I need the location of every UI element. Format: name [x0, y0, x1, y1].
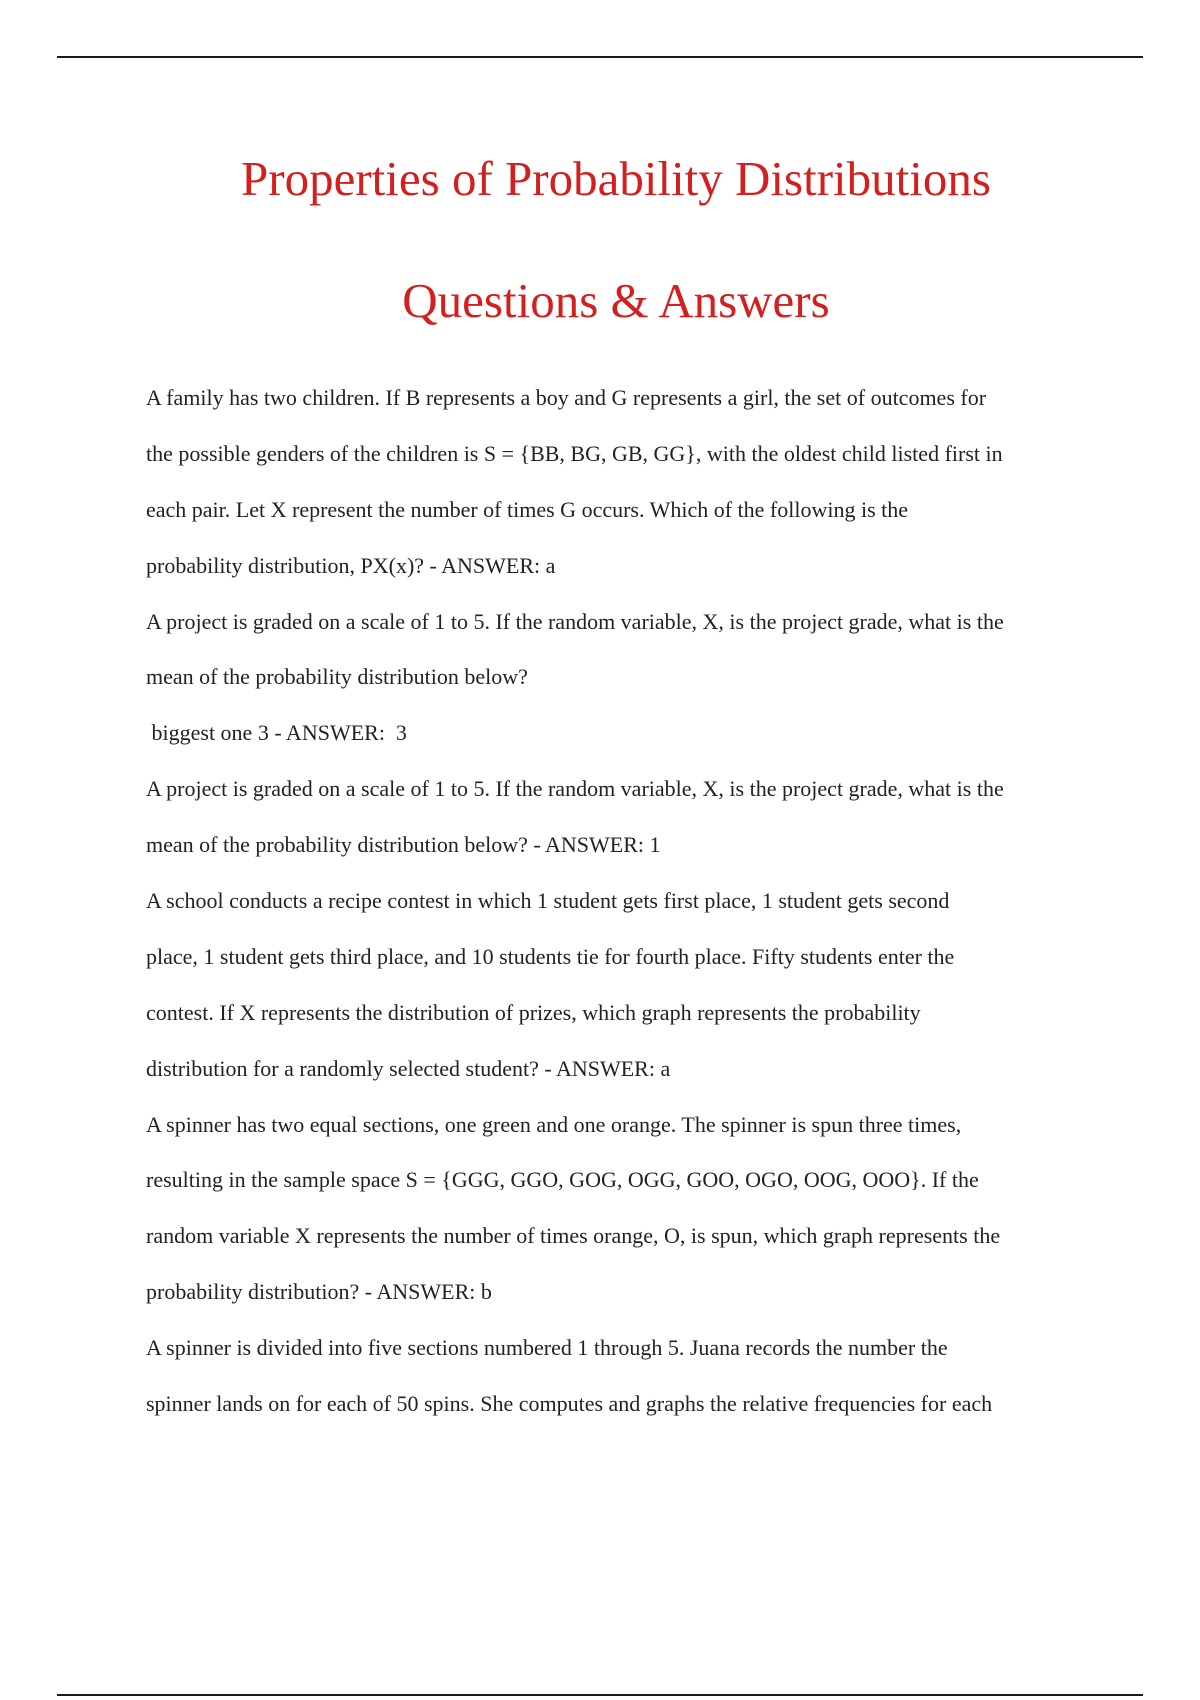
title-line-1: Properties of Probability Distributions [241, 151, 991, 206]
text-line: resulting in the sample space S = {GGG, GGO, GOG, OGG, GOO, OGO, OOG, OOO}. If the [146, 1167, 979, 1193]
document-body [146, 380, 1096, 1442]
text-line: biggest one 3 - ANSWER: 3 [146, 720, 407, 746]
text-line: A project is graded on a scale of 1 to 5. If the random variable, X, is the project grade, what is the [146, 608, 1004, 634]
text-line: random variable X represents the number of times orange, O, is spun, which graph represents the [146, 1223, 1001, 1249]
top-rule [57, 56, 1143, 58]
text-line: probability distribution? - ANSWER: b [146, 1279, 492, 1305]
bottom-rule [57, 1694, 1143, 1696]
text-line: A school conducts a recipe contest in which 1 student gets first place, 1 student gets second [146, 888, 950, 914]
title-line-2: Questions & Answers [402, 273, 830, 328]
text-line: the possible genders of the children is S = {BB, BG, GB, GG}, with the oldest child listed first in [146, 440, 1003, 466]
text-line: each pair. Let X represent the number of times G occurs. Which of the following is the [146, 496, 909, 522]
text-line: A spinner has two equal sections, one green and one orange. The spinner is spun three times, [146, 1111, 962, 1137]
text-line: A family has two children. If B represents a boy and G represents a girl, the set of outcomes for [146, 385, 987, 410]
text-line: mean of the probability distribution below? - ANSWER: 1 [146, 832, 661, 858]
text-line: probability distribution, PX(x)? - ANSWER: a [146, 552, 556, 578]
text-line: spinner lands on for each of 50 spins. She computes and graphs the relative frequencies for each [146, 1391, 993, 1417]
text-line: A project is graded on a scale of 1 to 5. If the random variable, X, is the project grade, what is the [146, 776, 1004, 802]
text-line: distribution for a randomly selected student? - ANSWER: a [146, 1055, 671, 1081]
text-line: A spinner is divided into five sections numbered 1 through 5. Juana records the number the [146, 1335, 948, 1361]
text-line: contest. If X represents the distribution of prizes, which graph represents the probability [146, 999, 921, 1025]
text-line: place, 1 student gets third place, and 10 students tie for fourth place. Fifty students enter the [146, 943, 955, 969]
text-line: mean of the probability distribution below? [146, 664, 528, 690]
